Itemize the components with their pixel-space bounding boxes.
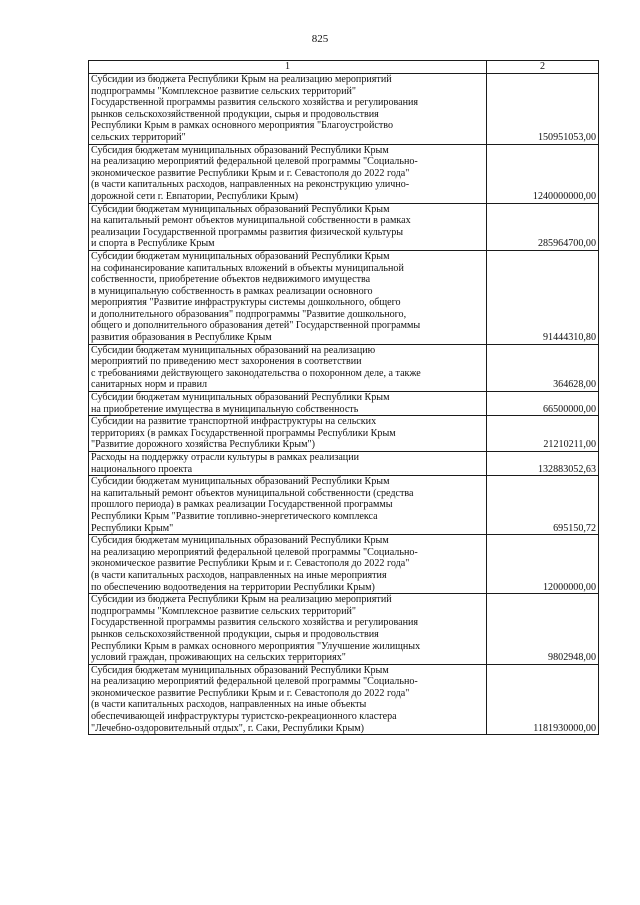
column-header-description: 1 xyxy=(89,61,487,74)
row-description: Субсидия бюджетам муниципальных образований Республики Крым на реализацию мероприятий федеральной целевой программы "Социально- экономическое развитие Республики Крым и г. Севастополя до 2022 года" (в части капитальных расходов, направленных на иные мероприятия по обеспечению водоотведения на территории Республики Крым) xyxy=(89,535,487,594)
row-amount: 91444310,80 xyxy=(487,250,599,344)
row-amount: 21210211,00 xyxy=(487,416,599,452)
row-description: Субсидии бюджетам муниципальных образований на реализацию мероприятий по приведению мест захоронения в соответствии с требованиями действующего законодательства о похоронном деле, а также санитарных норм и правил xyxy=(89,344,487,391)
table-row xyxy=(89,344,599,391)
page-number: 825 xyxy=(311,33,329,45)
table-row xyxy=(89,74,599,145)
row-description: Субсидия бюджетам муниципальных образований Республики Крым на реализацию мероприятий федеральной целевой программы "Социально- экономическое развитие Республики Крым и г. Севастополя до 2022 года" (в части капитальных расходов, направленных на реконструкцию улично- дорожной сети г. Евпатории, Республики Крым) xyxy=(89,144,487,203)
row-description: Субсидии из бюджета Республики Крым на реализацию мероприятий подпрограммы "Комплексное развитие сельских территорий" Государственной программы развития сельского хозяйства и регулирования рынков сельскохозяйственной продукции, сырья и продовольствия Республики Крым в рамках основного мероприятия "Благоустройство сельских территорий" xyxy=(89,74,487,145)
row-description: Субсидия бюджетам муниципальных образований Республики Крым на реализацию мероприятий федеральной целевой программы "Социально- экономическое развитие Республики Крым и г. Севастополя до 2022 года" (в части капитальных расходов, направленных на иные объекты обеспечивающей инфраструктуры туристско-рекреационного кластера "Лечебно-оздоровительный отдых", г. Саки, Республики Крым) xyxy=(89,664,487,735)
table-row xyxy=(89,476,599,535)
row-amount: 150951053,00 xyxy=(487,74,599,145)
row-description: Субсидии бюджетам муниципальных образований Республики Крым на капитальный ремонт объектов муниципальной собственности в рамках реализации Государственной программы развития физической культуры и спорта в Республике Крым xyxy=(89,203,487,250)
row-amount: 1181930000,00 xyxy=(487,664,599,735)
table-row xyxy=(89,144,599,203)
row-description: Расходы на поддержку отрасли культуры в рамках реализации национального проекта xyxy=(89,452,487,476)
row-description: Субсидии бюджетам муниципальных образований Республики Крым на капитальный ремонт объектов муниципальной собственности (средства прошлого периода) в рамках реализации Государственной программы Республики Крым "Развитие топливно-энергетического комплекса Республики Крым" xyxy=(89,476,487,535)
row-amount: 132883052,63 xyxy=(487,452,599,476)
table-row xyxy=(89,203,599,250)
row-amount: 285964700,00 xyxy=(487,203,599,250)
row-amount: 66500000,00 xyxy=(487,392,599,416)
budget-table xyxy=(88,60,599,735)
row-amount: 9802948,00 xyxy=(487,594,599,665)
column-header-amount: 2 xyxy=(487,61,599,74)
table-row xyxy=(89,250,599,344)
table-row xyxy=(89,594,599,665)
table-row xyxy=(89,535,599,594)
row-description: Субсидии из бюджета Республики Крым на реализацию мероприятий подпрограммы "Комплексное развитие сельских территорий" Государственной программы развития сельского хозяйства и регулирования рынков сельскохозяйственной продукции, сырья и продовольствия Республики Крым в рамках основного мероприятия "Улучшение жилищных условий граждан, проживающих на сельских территориях" xyxy=(89,594,487,665)
row-description: Субсидии на развитие транспортной инфраструктуры на сельских территориях (в рамках Государственной программы Республики Крым "Развитие дорожного хозяйства Республики Крым") xyxy=(89,416,487,452)
row-amount: 364628,00 xyxy=(487,344,599,391)
row-description: Субсидии бюджетам муниципальных образований Республики Крым на софинансирование капитальных вложений в объекты муниципальной собственности, приобретение объектов недвижимого имущества в муниципальную собственность в рамках реализации основного мероприятия "Развитие инфраструктуры системы дошкольного, общего и дополнительного образования" подпрограммы "Развитие дошкольного, общего и дополнительного образования детей" Государственной программы развития образования в Республике Крым xyxy=(89,250,487,344)
table-row xyxy=(89,392,599,416)
row-amount: 695150,72 xyxy=(487,476,599,535)
table-row xyxy=(89,664,599,735)
row-description: Субсидии бюджетам муниципальных образований Республики Крым на приобретение имущества в муниципальную собственность xyxy=(89,392,487,416)
table-row xyxy=(89,452,599,476)
row-amount: 1240000000,00 xyxy=(487,144,599,203)
table-header-row xyxy=(89,61,599,74)
row-amount: 12000000,00 xyxy=(487,535,599,594)
table-row xyxy=(89,416,599,452)
